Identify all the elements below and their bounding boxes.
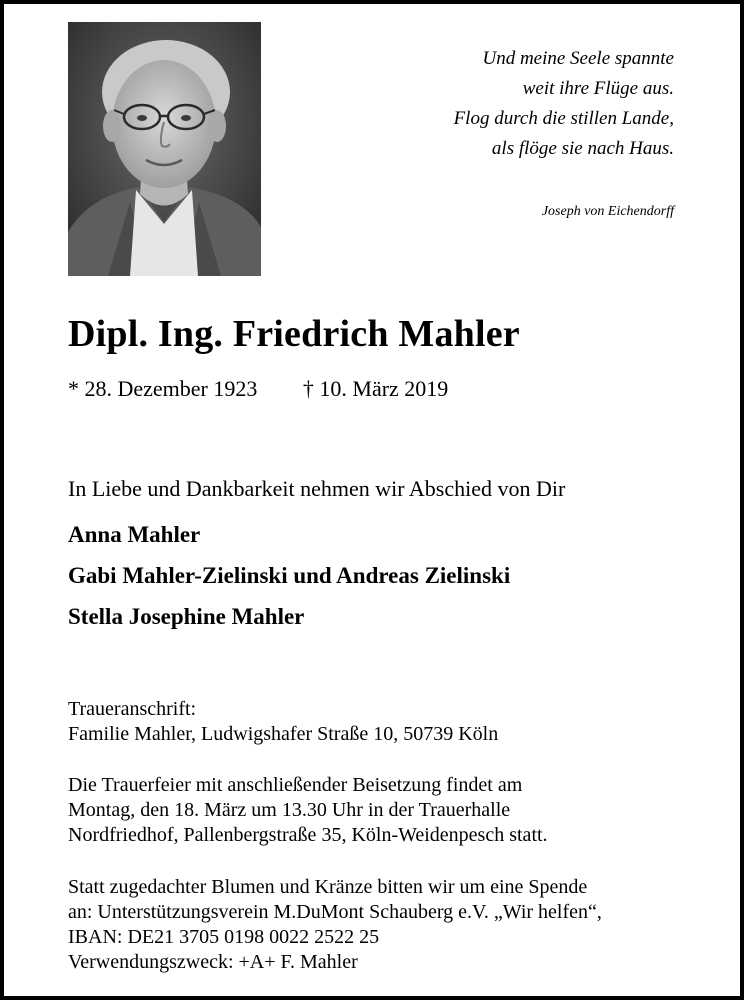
ceremony-line: Montag, den 18. März um 13.30 Uhr in der Trauerhalle (68, 799, 511, 821)
deceased-name: Dipl. Ing. Friedrich Mahler (68, 313, 520, 355)
portrait-photo (68, 22, 261, 276)
mourner-name: Gabi Mahler-Zielinski und Andreas Zielinski (68, 563, 511, 588)
ceremony-line: Die Trauerfeier mit anschließender Beisetzung findet am (68, 774, 523, 796)
life-dates (68, 376, 448, 402)
death-date: † 10. März 2019 (302, 376, 449, 401)
donation-line: an: Unterstützungsverein M.DuMont Schauberg e.V. „Wir helfen“, (68, 901, 602, 923)
mourner-name: Stella Josephine Mahler (68, 604, 305, 629)
ceremony-line: Nordfriedhof, Pallenbergstraße 35, Köln-Weidenpesch statt. (68, 824, 548, 846)
poem-author: Joseph von Eichendorff (541, 204, 674, 219)
poem (354, 44, 674, 164)
donation-line: Statt zugedachter Blumen und Kränze bitten wir um eine Spende (68, 876, 588, 898)
ceremony-info (68, 773, 548, 848)
poem-line: als flöge sie nach Haus. (491, 138, 674, 159)
donation-line: Verwendungszweck: +A+ F. Mahler (68, 951, 358, 973)
poem-line: Und meine Seele spannte (482, 48, 674, 69)
poem-line: weit ihre Flüge aus. (522, 78, 674, 99)
birth-date: * 28. Dezember 1923 (68, 376, 258, 401)
address-line: Familie Mahler, Ludwigshafer Straße 10, 50739 Köln (68, 723, 499, 745)
mourner-name: Anna Mahler (68, 522, 201, 547)
mourning-address (68, 697, 498, 747)
farewell-text: In Liebe und Dankbarkeit nehmen wir Abschied von Dir (68, 476, 566, 501)
poem-line: Flog durch die stillen Lande, (453, 108, 674, 129)
address-label: Traueranschrift: (68, 698, 197, 720)
mourners-list (68, 514, 510, 637)
donation-line: IBAN: DE21 3705 0198 0022 2522 25 (68, 926, 380, 948)
donation-info (68, 875, 602, 975)
